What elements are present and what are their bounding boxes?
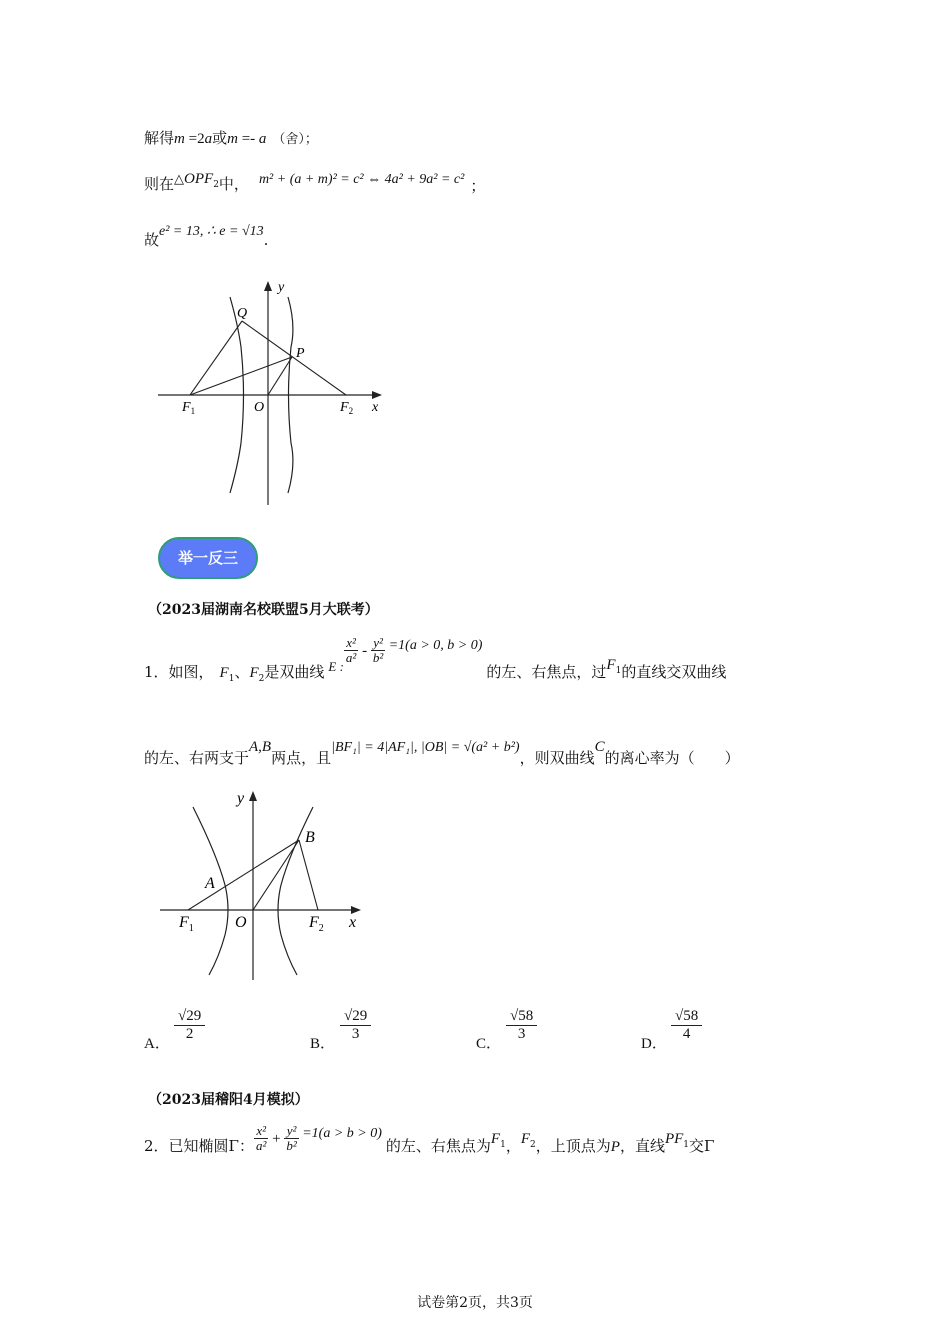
label-x: x <box>349 914 357 931</box>
question-number: 2．已知椭圆Γ： <box>144 1136 254 1155</box>
subscript: 1 <box>500 1139 506 1150</box>
math-var: a <box>204 131 213 147</box>
text: 的左、右两支于 <box>144 749 250 767</box>
math-var: m <box>227 131 238 147</box>
math-text: + <box>268 1130 285 1147</box>
text: 解得 <box>144 129 175 147</box>
numerator: y² <box>371 636 385 651</box>
fraction-x2-a2 <box>344 636 358 666</box>
line-q-f2 <box>242 321 346 395</box>
numerator: √58 <box>506 1008 537 1026</box>
math-var: F <box>219 664 229 681</box>
line-f1-q <box>190 321 242 395</box>
triangle-symbol: △ <box>174 171 185 186</box>
denominator: b² <box>286 1138 297 1154</box>
subscript: 1 <box>228 673 235 684</box>
label-x: x <box>372 400 379 415</box>
subscript: 2 <box>213 180 219 190</box>
label-p: P <box>296 346 305 361</box>
math-text: - <box>358 642 371 659</box>
option-label: C． <box>476 1036 502 1052</box>
solution-line-2 <box>144 167 486 195</box>
label-f1: $F_1$ <box>179 914 194 934</box>
y-axis-arrow <box>249 791 257 801</box>
math-text: =- <box>237 131 259 147</box>
subscript: 1 <box>683 1139 690 1150</box>
line-b-f2 <box>299 840 318 910</box>
question-number: 1．如图， <box>144 662 214 681</box>
label-q: Q <box>237 306 248 321</box>
text: 的左、右焦点，过 <box>486 662 607 681</box>
label-f2: $F_2$ <box>340 400 354 416</box>
text: 是双曲线 <box>264 662 325 681</box>
q1-line-2 <box>144 735 740 767</box>
text: 两点，且 <box>271 749 332 767</box>
text: （舍）； <box>272 132 318 147</box>
numerator: y² <box>284 1124 298 1139</box>
text: 的左、右焦点为 <box>385 1136 491 1155</box>
math-var: F <box>520 1130 531 1147</box>
math-var: m <box>174 131 185 147</box>
fraction-y2-b2 <box>371 636 385 666</box>
label-b: B <box>305 829 315 846</box>
denominator: 3 <box>517 1025 526 1042</box>
numerator: x² <box>344 636 358 651</box>
label-o: O <box>254 400 265 415</box>
math-var: A,B <box>249 739 272 755</box>
q1-line-1 <box>144 635 727 684</box>
practice-badge: 举一反三 <box>158 537 258 579</box>
numerator: x² <box>254 1124 268 1139</box>
option-label: A． <box>144 1036 170 1052</box>
denominator: 3 <box>351 1025 360 1042</box>
page-footer: 试卷第2页，共3页 <box>417 1295 533 1311</box>
option-fraction <box>506 1008 537 1042</box>
text: 的离心率为（ ） <box>604 749 740 767</box>
option-label: B． <box>310 1036 336 1052</box>
solution-line-1 <box>144 127 318 148</box>
text: 或 <box>212 129 228 147</box>
subscript: 2 <box>530 1139 536 1150</box>
numerator: √58 <box>671 1008 702 1026</box>
option-label: D． <box>641 1036 667 1052</box>
label-f2: $F_2$ <box>309 914 324 934</box>
denominator: b² <box>372 650 384 666</box>
math-var: F <box>490 1130 501 1147</box>
subscript: 2 <box>258 673 265 684</box>
fraction-x2-a2 <box>254 1124 268 1154</box>
text: . <box>263 231 269 249</box>
text: 的直线交双曲线 <box>621 662 727 681</box>
math-formula: m² + (a + m)² = c² ⇔ 4a² + 9a² = c² <box>258 172 465 187</box>
math-var: OPF <box>184 171 214 187</box>
math-var: E : <box>328 658 344 674</box>
math-text: =2 <box>184 131 205 147</box>
label-o: O <box>235 914 247 931</box>
text: ； <box>470 177 486 195</box>
text: ，上顶点为 <box>535 1136 611 1155</box>
label-f1: $F_1$ <box>182 400 196 416</box>
text: 交Γ <box>689 1136 715 1155</box>
text: ， <box>505 1136 521 1155</box>
math-var: P <box>610 1138 620 1155</box>
math-var: F <box>249 664 259 681</box>
solution-line-3 <box>144 219 269 249</box>
text: ，则双曲线 <box>519 749 595 767</box>
hyperbola-figure-1 <box>150 275 390 510</box>
text: ，直线 <box>619 1136 665 1155</box>
text: 中， <box>218 175 249 193</box>
line-o-b <box>253 840 299 910</box>
option-fraction <box>340 1008 371 1042</box>
subscript: 1 <box>615 665 622 676</box>
text: 故 <box>144 231 160 249</box>
math-var: F <box>606 656 616 673</box>
label-y: y <box>278 280 285 295</box>
x-axis-arrow <box>351 906 361 914</box>
option-fraction <box>671 1008 702 1042</box>
fraction-y2-b2 <box>284 1124 298 1154</box>
denominator: a² <box>345 650 357 666</box>
q2-source: （2023届稽阳4月模拟） <box>148 1092 309 1108</box>
math-text: =1(a > b > 0) <box>298 1125 382 1141</box>
line-f1-p <box>190 357 292 395</box>
numerator: √29 <box>174 1008 205 1026</box>
q1-source: （2023届湖南名校联盟5月大联考） <box>148 602 379 618</box>
math-var: a <box>258 131 267 147</box>
y-axis-arrow <box>264 281 272 291</box>
denominator: 2 <box>185 1025 194 1042</box>
denominator: a² <box>255 1138 267 1154</box>
hyperbola-figure-2 <box>155 785 370 985</box>
text: 则在 <box>144 175 175 193</box>
label-y: y <box>237 790 245 807</box>
option-fraction <box>174 1008 205 1042</box>
math-var: C <box>594 739 605 755</box>
numerator: √29 <box>340 1008 371 1026</box>
q2-line-1 <box>144 1124 714 1154</box>
math-var: PF <box>664 1130 684 1147</box>
x-axis-arrow <box>372 391 382 399</box>
math-formula: |BF₁| = 4|AF₁|, |OB| = √(a² + b²) <box>331 740 520 755</box>
denominator: 4 <box>682 1025 691 1042</box>
label-a: A <box>205 875 215 892</box>
math-formula: e² = 13, ∴ e = √13 <box>159 224 264 239</box>
math-text: =1(a > 0, b > 0) <box>385 637 483 653</box>
text: 、 <box>234 662 250 681</box>
